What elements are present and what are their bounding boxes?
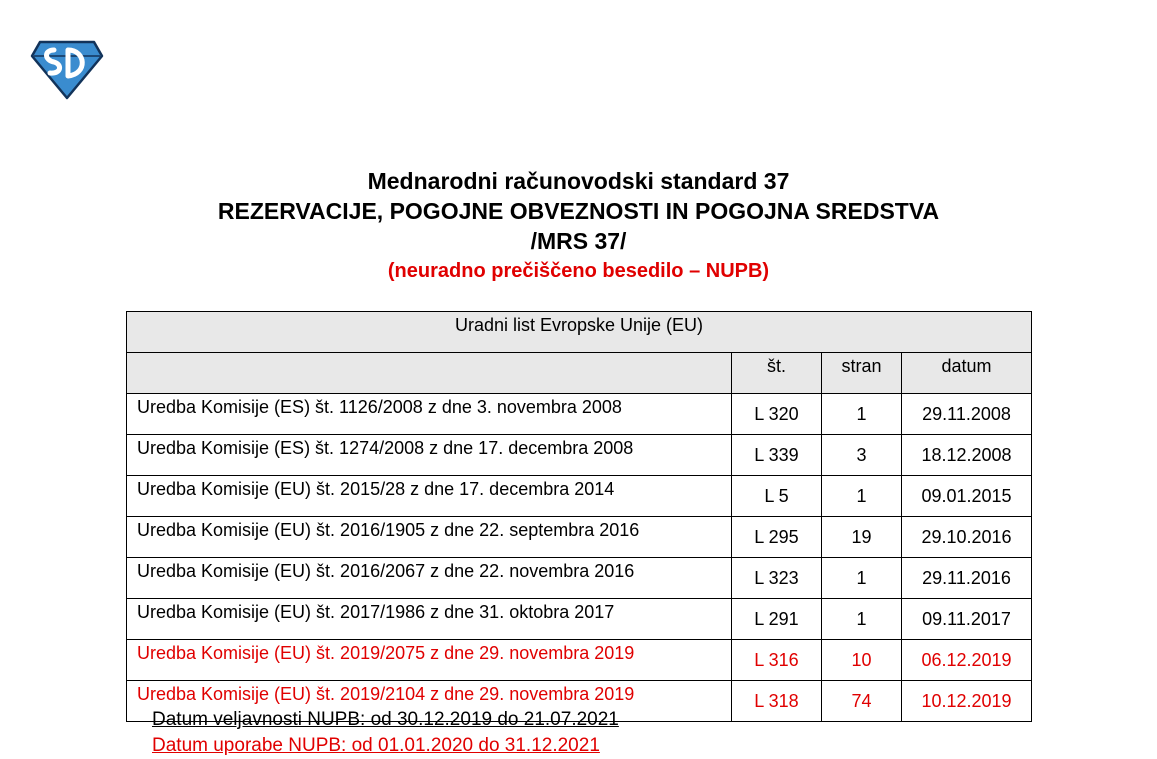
table-caption: Uradni list Evropske Unije (EU)	[127, 312, 1032, 353]
date-cell: 09.11.2017	[902, 599, 1032, 640]
number-cell: L 5	[732, 476, 822, 517]
date-cell: 18.12.2008	[902, 435, 1032, 476]
date-cell: 29.10.2016	[902, 517, 1032, 558]
page-cell: 1	[822, 394, 902, 435]
header-cell-page: stran	[822, 353, 902, 394]
number-cell: L 339	[732, 435, 822, 476]
regulation-cell: Uredba Komisije (EU) št. 2015/28 z dne 17. decembra 2014	[127, 476, 732, 517]
regulation-cell: Uredba Komisije (EU) št. 2016/2067 z dne 22. novembra 2016	[127, 558, 732, 599]
table-row	[127, 476, 1032, 517]
page-cell: 3	[822, 435, 902, 476]
date-cell: 29.11.2008	[902, 394, 1032, 435]
number-cell: L 320	[732, 394, 822, 435]
date-cell: 06.12.2019	[902, 640, 1032, 681]
validity-date: Datum veljavnosti NUPB: od 30.12.2019 do 21.07.2021	[152, 709, 619, 730]
table-caption-row	[127, 312, 1032, 353]
regulation-cell: Uredba Komisije (EU) št. 2016/1905 z dne 22. septembra 2016	[127, 517, 732, 558]
table-row	[127, 435, 1032, 476]
page-cell: 1	[822, 599, 902, 640]
regulation-cell: Uredba Komisije (EU) št. 2019/2104 z dne 29. novembra 2019	[127, 681, 732, 722]
date-cell: 29.11.2016	[902, 558, 1032, 599]
page-cell: 19	[822, 517, 902, 558]
regulation-cell: Uredba Komisije (EU) št. 2019/2075 z dne 29. novembra 2019	[127, 640, 732, 681]
date-cell: 10.12.2019	[902, 681, 1032, 722]
header-cell-date: datum	[902, 353, 1032, 394]
date-cell: 09.01.2015	[902, 476, 1032, 517]
page-cell: 1	[822, 476, 902, 517]
usage-date: Datum uporabe NUPB: od 01.01.2020 do 31.12.2021	[152, 735, 600, 756]
title-line-1: Mednarodni računovodski standard 37	[367, 168, 790, 194]
regulations-table	[126, 311, 1032, 722]
number-cell: L 318	[732, 681, 822, 722]
regulation-cell: Uredba Komisije (ES) št. 1126/2008 z dne 3. novembra 2008	[127, 394, 732, 435]
table-row	[127, 394, 1032, 435]
number-cell: L 295	[732, 517, 822, 558]
number-cell: L 291	[732, 599, 822, 640]
table-header-row	[127, 353, 1032, 394]
header-cell	[127, 353, 732, 394]
number-cell: L 323	[732, 558, 822, 599]
regulation-cell: Uredba Komisije (EU) št. 2017/1986 z dne 31. oktobra 2017	[127, 599, 732, 640]
page-cell: 10	[822, 640, 902, 681]
diamond-logo-icon	[30, 40, 104, 100]
document-subtitle: (neuradno prečiščeno besedilo – NUPB)	[387, 260, 770, 282]
table-row	[127, 517, 1032, 558]
title-line-3: /MRS 37/	[530, 228, 627, 254]
table-row	[127, 558, 1032, 599]
number-cell: L 316	[732, 640, 822, 681]
page-cell: 1	[822, 558, 902, 599]
header-cell-number: št.	[732, 353, 822, 394]
page-cell: 74	[822, 681, 902, 722]
document-title	[0, 166, 1157, 286]
validity-notes	[152, 707, 619, 759]
regulation-cell: Uredba Komisije (ES) št. 1274/2008 z dne 17. decembra 2008	[127, 435, 732, 476]
table-row	[127, 599, 1032, 640]
table-row-highlighted	[127, 640, 1032, 681]
title-line-2: REZERVACIJE, POGOJNE OBVEZNOSTI IN POGOJNA SREDSTVA	[217, 198, 940, 224]
